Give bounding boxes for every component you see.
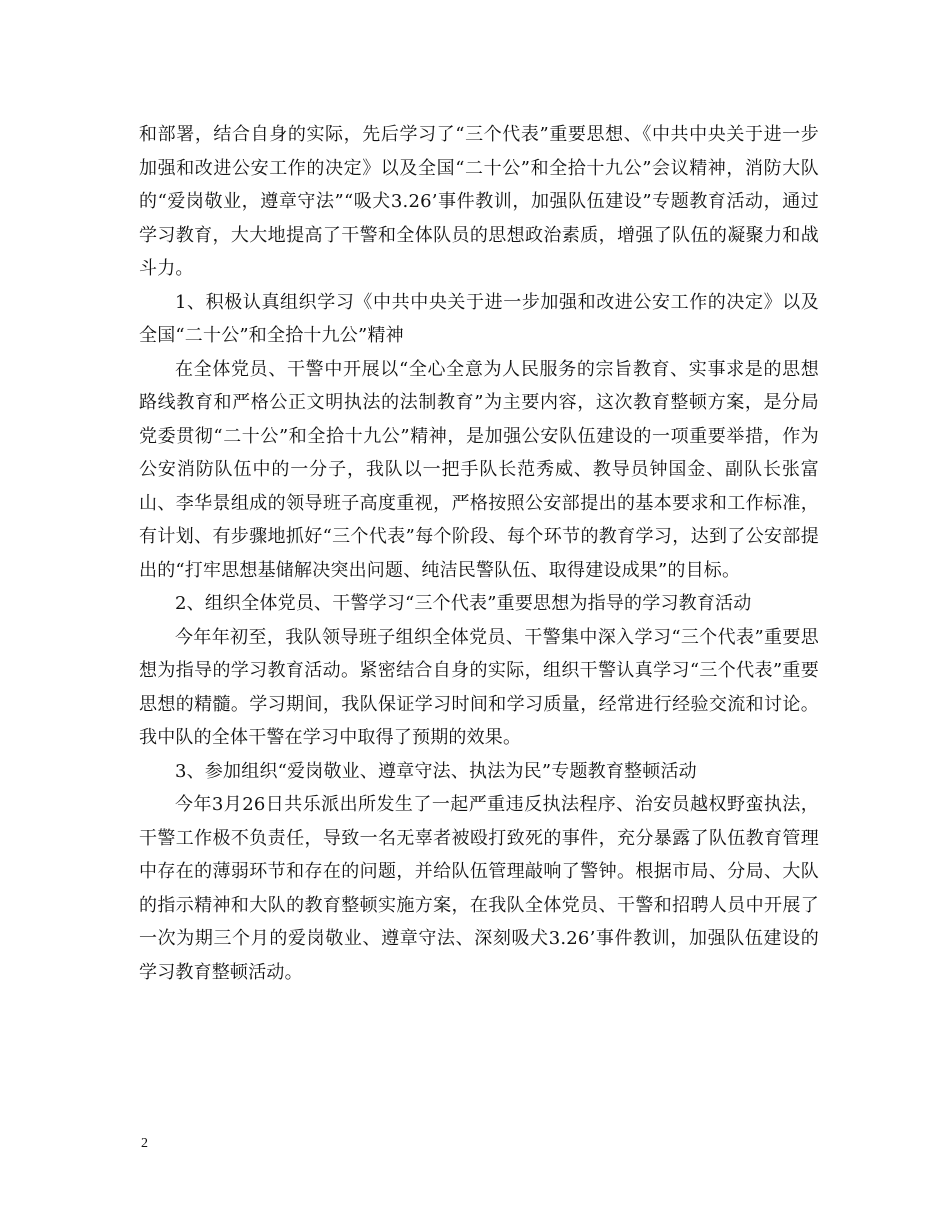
paragraph-7: 今年3月26日共乐派出所发生了一起严重违反执法程序、治安员越权野蛮执法，干警工作极不负责任，导致一名无辜者被殴打致死的事件，充分暴露了队伍教育管理中存在的薄弱环节和存在的问题，并给队伍管理敲响了警钟。根据市局、分局、大队的指示精神和大队的教育整顿实施方案，在我队全体党员、干警和招聘人员中开展了一次为期三个月的爱岗敬业、遵章守法、深刻吸犬3.26’事件教训，加强队伍建设的学习教育整顿活动。 [139, 794, 819, 983]
paragraph-2-heading: 1、积极认真组织学习《中共中央关于进一步加强和改进公安工作的决定》以及全国“二十公”和全拾十九公”精神 [139, 291, 819, 346]
paragraph-1: 和部署，结合自身的实际，先后学习了“三个代表”重要思想、《中共中央关于进一步加强和改进公安工作的决定》以及全国“二十公”和全拾十九公”会议精神，消防大队的“爱岗敬业，遵章守法”“吸犬3.26’事件教训，加强队伍建设”专题教育活动，通过学习教育，大大地提高了干警和全体队员的思想政治素质，增强了队伍的凝聚力和战斗力。 [139, 124, 819, 279]
paragraph-5: 今年年初至，我队领导班子组织全体党员、干警集中深入学习“三个代表”重要思想为指导的学习教育活动。紧密结合自身的实际，组织干警认真学习“三个代表”重要思想的精髓。学习期间，我队保证学习时间和学习质量，经常进行经验交流和讨论。我中队的全体干警在学习中取得了预期的效果。 [139, 626, 819, 748]
document-body [139, 118, 819, 989]
paragraph-4-heading: 2、组织全体党员、干警学习“三个代表”重要思想为指导的学习教育活动 [175, 593, 752, 614]
page-number: 2 [141, 1136, 148, 1151]
paragraph-6-heading: 3、参加组织“爱岗敬业、遵章守法、执法为民”专题教育整顿活动 [175, 760, 697, 782]
paragraph-3: 在全体党员、干警中开展以“全心全意为人民服务的宗旨教育、实事求是的思想路线教育和严格公正文明执法的法制教育”为主要内容，这次教育整顿方案，是分局党委贯彻“二十公”和全拾十九公”精神，是加强公安队伍建设的一项重要举措，作为公安消防队伍中的一分子，我队以一把手队长范秀威、教导员钟国金、副队长张富山、李华景组成的领导班子高度重视，严格按照公安部提出的基本要求和工作标准，有计划、有步骤地抓好“三个代表”每个阶段、每个环节的教育学习，达到了公安部提出的“打牢思想基储解决突出问题、纯洁民警队伍、取得建设成果”的目标。 [139, 358, 819, 581]
